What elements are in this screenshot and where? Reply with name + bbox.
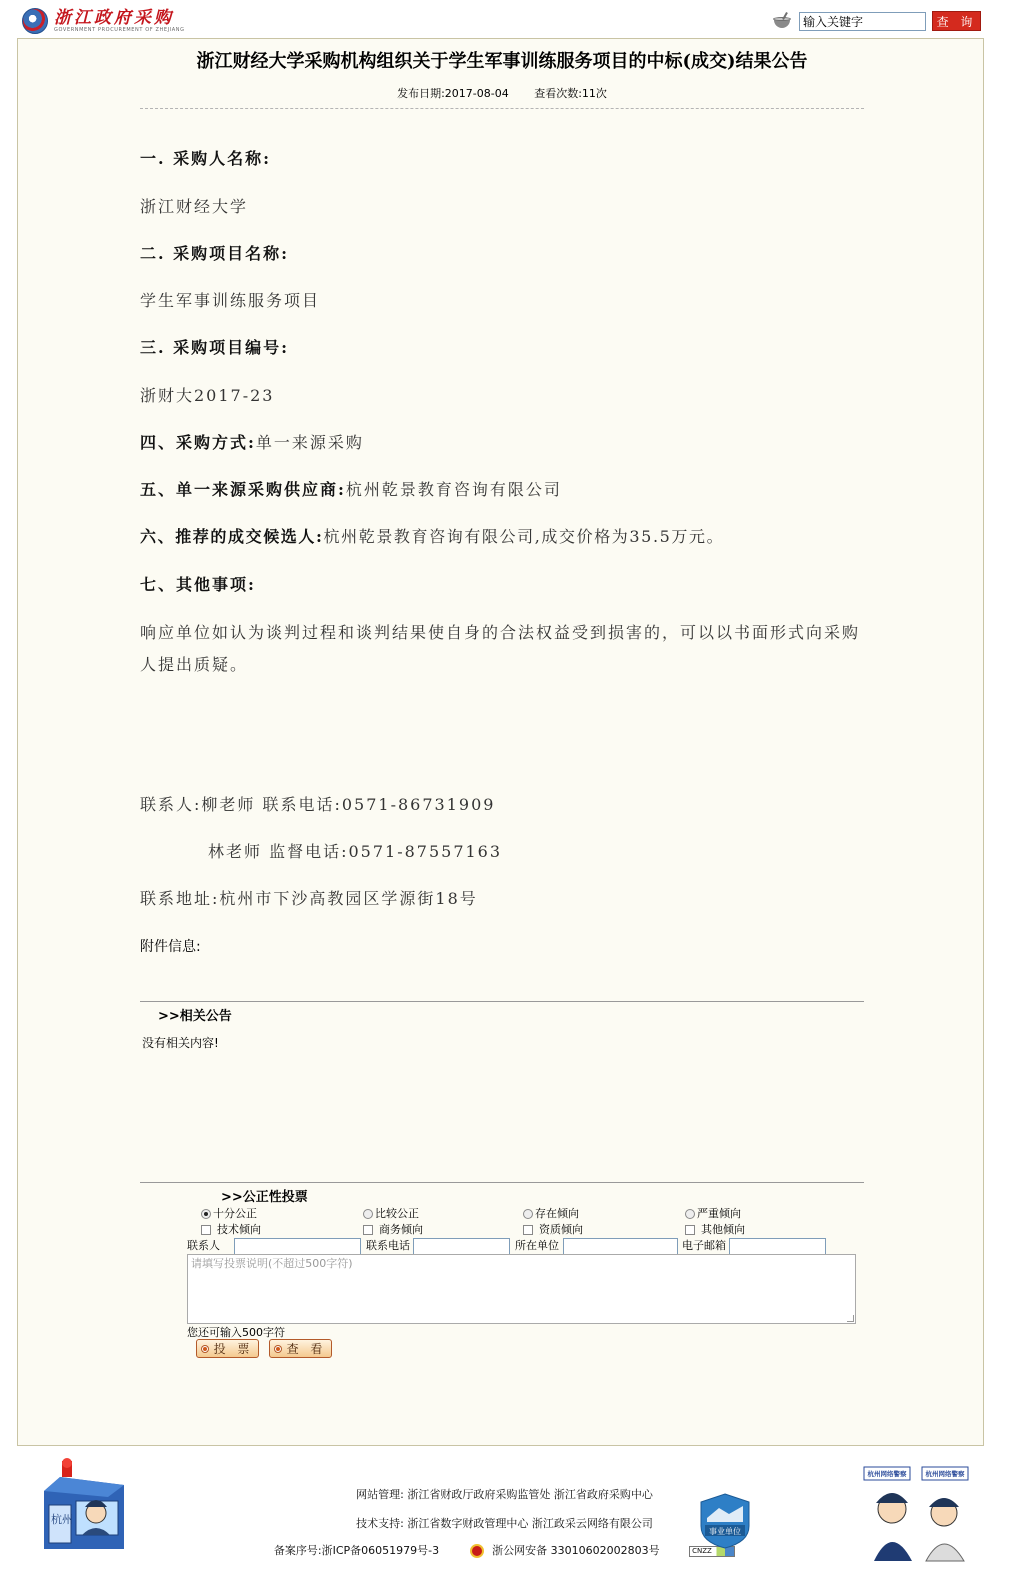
contact-name-input[interactable] (234, 1238, 361, 1255)
cnzz-badge-icon[interactable]: CNZZ (689, 1546, 735, 1557)
vote-option-1-label: 十分公正 (213, 1207, 257, 1220)
radio-icon[interactable] (363, 1209, 373, 1219)
section-6-label: 六、推荐的成交候选人: (140, 527, 324, 546)
badge-text: 事业单位 (709, 1527, 741, 1536)
vote-comment-textarea[interactable] (187, 1254, 856, 1324)
vote-check-1-label: 技术倾向 (217, 1223, 261, 1236)
section-7-label: 七、其他事项: (140, 575, 256, 594)
related-divider (140, 1001, 864, 1002)
radio-icon[interactable] (523, 1209, 533, 1219)
section-3-value: 浙财大2017-23 (140, 386, 275, 405)
checkbox-icon[interactable] (201, 1225, 211, 1235)
police-emblem-icon (470, 1544, 484, 1558)
search-button[interactable]: 查 询 (932, 11, 981, 31)
section-3-label: 三. 采购项目编号: (140, 338, 290, 357)
vote-check-3[interactable] (523, 1223, 583, 1237)
section-2-label: 二. 采购项目名称: (140, 244, 290, 263)
section-2-value: 学生军事训练服务项目 (140, 291, 321, 310)
view-button-label: 查 看 (286, 1342, 327, 1356)
organization-input[interactable] (563, 1238, 678, 1255)
public-institution-badge-icon[interactable] (699, 1492, 751, 1550)
booth-sign: 杭州 (51, 1513, 73, 1526)
bullet-icon (202, 1346, 208, 1352)
vote-button[interactable] (196, 1339, 259, 1358)
emblem-icon (22, 8, 48, 34)
vote-option-2-label: 比较公正 (375, 1207, 419, 1220)
vote-option-3[interactable] (523, 1207, 579, 1221)
checkbox-icon[interactable] (523, 1225, 533, 1235)
vote-option-4[interactable] (685, 1207, 741, 1221)
vote-option-4-label: 严重倾向 (697, 1207, 741, 1220)
related-title: >>相关公告 (158, 1009, 232, 1024)
title-divider (140, 108, 864, 109)
publish-date: 发布日期:2017-08-04 (397, 87, 509, 100)
cyber-police-icon[interactable] (862, 1465, 972, 1565)
notice-meta (140, 86, 864, 102)
contact-line-2: 林老师 监督电话:0571-87557163 (208, 842, 503, 861)
top-bar (0, 0, 1009, 40)
police-booth-icon[interactable] (36, 1457, 132, 1553)
footer-record (0, 1544, 1009, 1558)
search-bowl-icon (773, 13, 793, 29)
section-6 (140, 526, 724, 548)
section-1-value: 浙江财经大学 (140, 197, 249, 216)
vote-check-1[interactable] (201, 1223, 261, 1237)
resize-grip-icon[interactable] (847, 1315, 854, 1322)
cop-sign-2: 杭州网络警察 (925, 1470, 965, 1478)
section-4 (140, 432, 364, 454)
email-input[interactable] (729, 1238, 826, 1255)
view-count: 查看次数:11次 (534, 87, 607, 100)
vote-check-2[interactable] (363, 1223, 423, 1237)
footer-admin: 网站管理: 浙江省财政厅政府采购监管处 浙江省政府采购中心 (356, 1488, 653, 1501)
vote-check-2-label: 商务倾向 (379, 1223, 423, 1236)
section-1-label: 一. 采购人名称: (140, 149, 272, 168)
section-4-label: 四、采购方式: (140, 433, 256, 452)
logo-subtitle: GOVERNMENT PROCUREMENT OF ZHEJIANG (54, 26, 185, 33)
radio-icon[interactable] (685, 1209, 695, 1219)
icp-record-link[interactable]: 备案序号:浙ICP备06051979号-3 (273, 1544, 440, 1557)
notice-panel (17, 38, 984, 1446)
checkbox-icon[interactable] (685, 1225, 695, 1235)
attachments-label: 附件信息: (140, 939, 201, 955)
section-7-value: 响应单位如认为谈判过程和谈判结果使自身的合法权益受到损害的，可以以书面形式向采购人提出质疑。 (140, 623, 861, 674)
radio-selected-icon[interactable] (201, 1209, 211, 1219)
contact-phone-label: 联系电话 (366, 1239, 410, 1252)
vote-button-label: 投 票 (213, 1342, 254, 1356)
section-5 (140, 479, 562, 501)
email-label: 电子邮箱 (682, 1239, 726, 1252)
vote-divider (140, 1182, 864, 1183)
cop-sign-1: 杭州网络警察 (867, 1470, 907, 1478)
contact-line-1: 联系人:柳老师 联系电话:0571-86731909 (140, 795, 496, 814)
vote-check-3-label: 资质倾向 (539, 1223, 583, 1236)
notice-content (140, 39, 864, 1445)
search-input[interactable] (799, 12, 926, 31)
vote-check-4[interactable] (685, 1223, 745, 1237)
site-logo[interactable] (22, 6, 185, 36)
bullet-icon (275, 1346, 281, 1352)
vote-option-2[interactable] (363, 1207, 419, 1221)
footer-tech-support: 技术支持: 浙江省数字财政管理中心 浙江政采云网络有限公司 (356, 1517, 653, 1530)
page-title: 浙江财经大学采购机构组织关于学生军事训练服务项目的中标(成交)结果公告 (196, 51, 808, 72)
footer (0, 1447, 1009, 1594)
section-6-value: 杭州乾景教育咨询有限公司,成交价格为35.5万元。 (323, 527, 725, 546)
vote-check-4-label: 其他倾向 (701, 1223, 745, 1236)
organization-label: 所在单位 (515, 1239, 559, 1252)
vote-comment-placeholder: 请填写投票说明(不超过500字符) (191, 1257, 353, 1270)
chars-remaining: 您还可输入500字符 (187, 1326, 285, 1339)
contact-address: 联系地址:杭州市下沙高教园区学源街18号 (140, 889, 478, 908)
vote-option-3-label: 存在倾向 (535, 1207, 579, 1220)
view-results-button[interactable] (269, 1339, 332, 1358)
related-empty: 没有相关内容! (142, 1036, 219, 1050)
contact-name-label: 联系人 (187, 1239, 220, 1252)
section-4-value: 单一来源采购 (255, 433, 364, 452)
checkbox-icon[interactable] (363, 1225, 373, 1235)
police-record-link[interactable]: 浙公网安备 33010602002803号 (492, 1544, 660, 1557)
logo-title: 浙江政府采购 (54, 7, 174, 28)
section-5-label: 五、单一来源采购供应商: (140, 480, 346, 499)
contact-phone-input[interactable] (413, 1238, 510, 1255)
vote-option-1[interactable] (201, 1207, 257, 1221)
section-5-value: 杭州乾景教育咨询有限公司 (345, 480, 562, 499)
vote-title: >>公正性投票 (221, 1190, 308, 1205)
search-bar (773, 11, 981, 31)
